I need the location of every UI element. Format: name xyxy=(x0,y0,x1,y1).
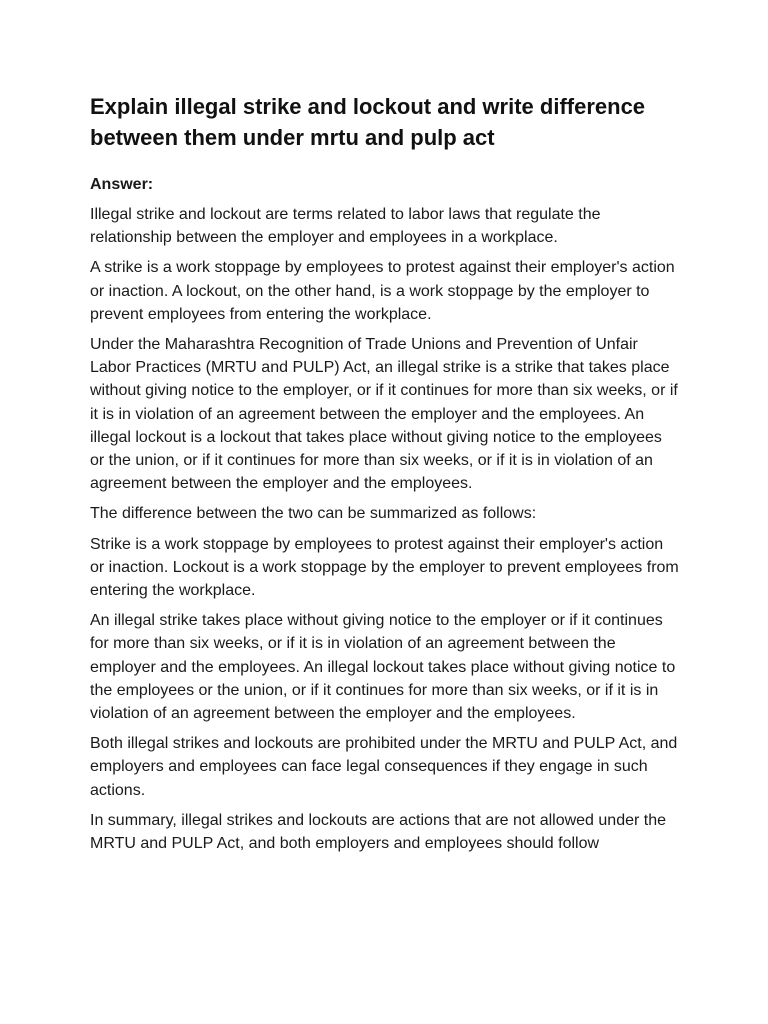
paragraph-1: Illegal strike and lockout are terms related to labor laws that regulate the relationship between the employer and employees in a workplace. xyxy=(90,206,601,247)
answer-label: Answer: xyxy=(90,176,154,193)
paragraph-3: Under the Maharashtra Recognition of Trade Unions and Prevention of Unfair Labor Practices (MRTU and PULP) Act, an illegal strike is a strike that takes place without giving notice to the employer, or if it continues for more than six weeks, or if it is in violation of an agreement between the employer and the employees. An illegal lockout is a lockout that takes place without giving notice to the employees or the union, or if it continues for more than six weeks, or if it is in violation of an agreement between the employer and the employees. xyxy=(90,336,678,493)
paragraph-6: An illegal strike takes place without giving notice to the employer or if it continues for more than six weeks, or if it is in violation of an agreement between the employer and the employees. An illegal lockout takes place without giving notice to the employees or the union, or if it continues for more than six weeks, or if it is in violation of an agreement between the employer and the employees. xyxy=(90,612,676,723)
paragraph-8: In summary, illegal strikes and lockouts are actions that are not allowed under the MRTU and PULP Act, and both employers and employees should follow xyxy=(90,811,666,853)
paragraph-7: Both illegal strikes and lockouts are prohibited under the MRTU and PULP Act, and employers and employees can face legal consequences if they engage in such actions. xyxy=(90,735,678,799)
document-title: Explain illegal strike and lockout and write difference between them under mrtu and pulp act xyxy=(90,94,646,150)
paragraph-4: The difference between the two can be summarized as follows: xyxy=(90,505,537,523)
paragraph-2: A strike is a work stoppage by employees to protest against their employer's action or inaction. A lockout, on the other hand, is a work stoppage by the employer to prevent employees from entering the workplace. xyxy=(90,259,675,323)
document-page xyxy=(90,91,680,862)
paragraph-5: Strike is a work stoppage by employees to protest against their employer's action or inaction. Lockout is a work stoppage by the employer to prevent employees from entering the workplace. xyxy=(90,535,679,600)
